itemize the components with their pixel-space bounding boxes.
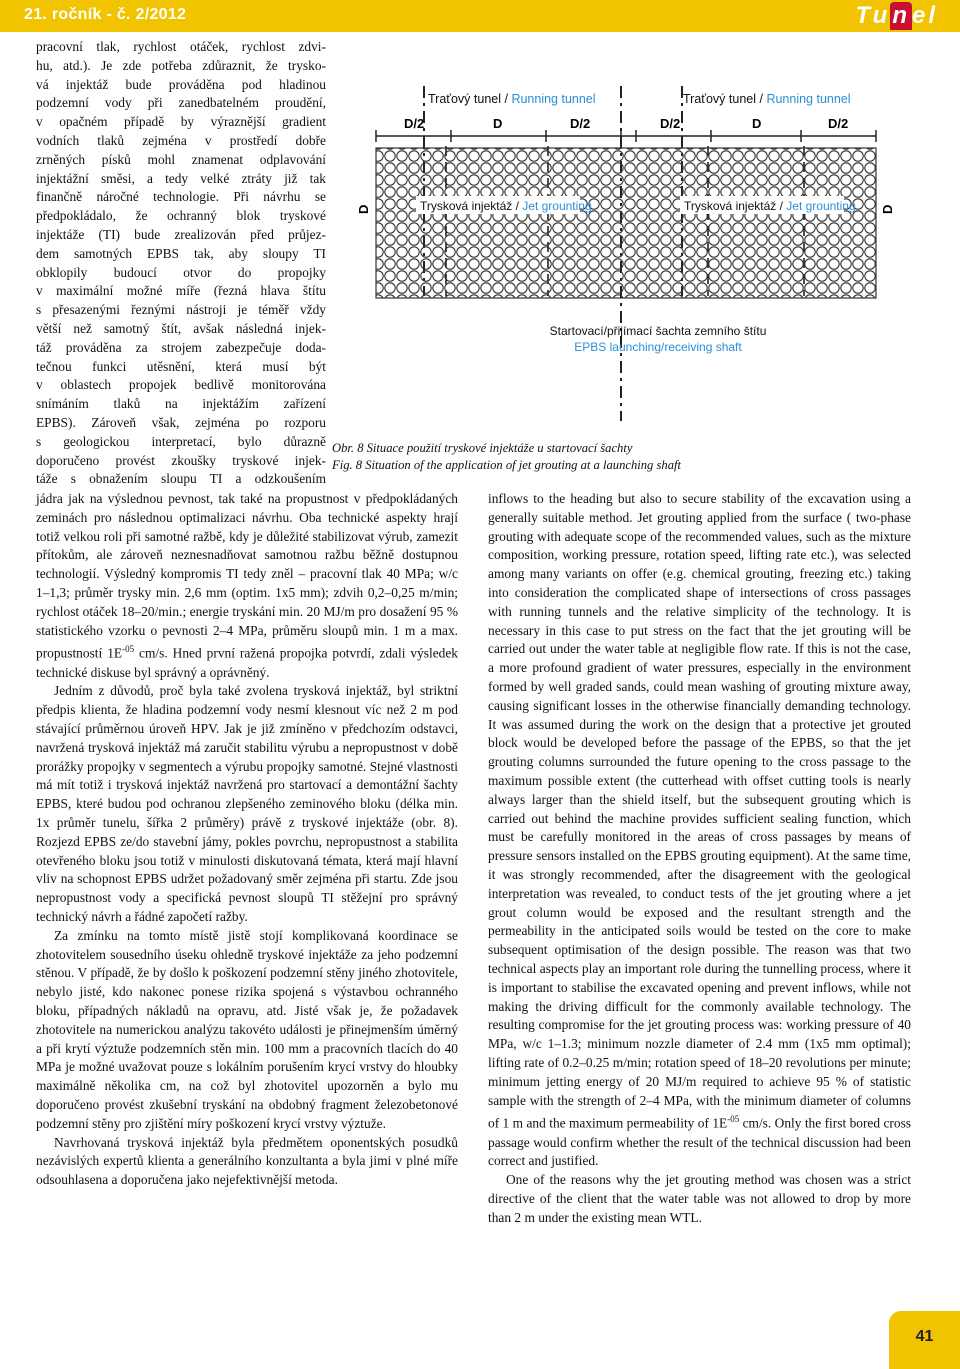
text-line: injektážní směsi, a tedy velké ztráty již tak — [36, 170, 326, 186]
text-line: vodních tlaků zejména v prostředí dobře — [36, 132, 326, 148]
text-line: předpokládalo, že ochranný blok tryskové — [36, 208, 326, 224]
tunnel-label-left: Traťový tunel / Running tunnel — [428, 92, 596, 106]
text-line: zrněných písků mohl znamenat odplavování — [36, 151, 326, 167]
text-line: doporučeno provést zkoušky tryskové injek- — [36, 452, 326, 468]
text-line: EPBS). Zároveň však, zejména po rozporu — [36, 414, 326, 430]
text-line: pracovní tlak, rychlost otáček, rychlost zdvi- — [36, 39, 326, 54]
logo-text-end: el — [911, 2, 938, 29]
paragraph — [488, 1171, 911, 1227]
dim-right-d: D — [752, 116, 762, 131]
paragraph-text-tail: cm/s. Only the first bored cross passage would confirm whether the result of the technical discussion had been correct and justified. — [488, 1115, 911, 1169]
right-column-text — [488, 490, 911, 1228]
page-number: 41 — [915, 1328, 934, 1345]
paragraph — [36, 1134, 458, 1190]
text-line: dem samotných EPBS tak, aby sloupy TI — [36, 245, 326, 261]
text-line: vá injektáž bude prováděna pod hladinou — [36, 76, 326, 92]
paragraph — [488, 490, 911, 1171]
text-line: finančně náročné technologie. Při návrhu se — [36, 189, 326, 205]
page-number-badge — [889, 1311, 960, 1369]
paragraph — [36, 682, 458, 926]
dim-left-d: D — [493, 116, 503, 131]
text-line: v maximální možné míře (řezná hlava štítu — [36, 283, 326, 299]
text-line: táže s obnažením sloupu TI a odzkoušením — [36, 471, 326, 487]
dim-right-d-half-1: D/2 — [660, 116, 681, 131]
dim-vertical-right: D — [880, 204, 895, 214]
text-line: snímáním tlaků na injektážím zařízení — [36, 396, 326, 412]
jet-grouting-block — [376, 148, 876, 298]
text-line: podzemní vody při zanedbatelném proudění, — [36, 95, 326, 111]
shaft-label-en: EPBS launching/receiving shaft — [574, 340, 742, 354]
paragraph-text: Za zmínku na tomto místě jistě stojí komplikovaná koordinace se zhotovitelem sousedního úseku ohledně tryskové injektáže za jeho podzemní stěnou. V případě, že by došlo k poškození podzemní stěny jiného zhotovitele, nebylo jisté, kdo nakonec ponese rizika spojená s výstavbou ochranného bloku, případných nákladů na opravu, atd. Jisté však je, že požadavek zhotovitele na numerickou analýzu takovéto události je přinejmenším úměrný a při krytí výztuže podzemních stěn min. 100 mm a pracovních tlacích do 40 MPa je možné uvažovat pouze s lokálním porušením krycí vrstvy do hloubky maximálně několika cm, na což byl zhotovitel upozorněn a bylo mu doporučeno provést zkušební tryskání na obdobný fragment železobetonové podzemní stěny pro zjištění míry poškození krycí vrstvy výztuže. — [36, 927, 458, 1131]
superscript: -05 — [122, 644, 135, 655]
text-line: v opačném případě by výraznější gradient — [36, 114, 326, 130]
tunnel-label-right: Traťový tunel / Running tunnel — [683, 92, 851, 106]
left-column-top-text — [36, 38, 326, 489]
paragraph — [36, 927, 458, 1134]
dim-right-d-half-2: D/2 — [828, 116, 849, 131]
header-bar — [0, 0, 960, 32]
text-line: táž prováděna za strojem zabezpečuje doda- — [36, 339, 326, 355]
paragraph-text: inflows to the heading but also to secure stability of the excavation using a generally suitable method. Jet grouting applied from the surface ( two-phase grouting with adequate scope of the recommended values, such as the mixture composition, working pressure, rotation speed, lifting rate etc.), was selected among many variants on offer (e.g. chemical grouting, freezing etc.) taking into consideration the complicated shape of intersections of cross passages with running tunnels and the relative simplicity of the technology. It is necessary in this case to put stress on the fact that the jet grouting will be carried out under the water table at negligible flow rate. If this is not the case, a more profound gradient of water pressures, especially in the environment formed by well graded sands, could mean washing of grouting mixture away, causing significant losses in the otherwise financially demanding technology. It was assumed during the work on the design that a protective jet grouted block would be developed before the passage of the EPBS, so that the jet grouting columns surrounded the future opening to the cross passage to the maximum possible extent (the cutterhead with offset cutting tools is nearly always larger than the shield itself, but the subsequent grouting which is carried out behind the machine provides sufficient sealing function, which must be carefully monitored in the areas of cross passages by means of pressure sensors installed on the EPBS grouting equipment). At the same time, it was strongly recommended, after the disagreement with the geological interpretation was revealed, to conduct tests of the jet grouting where a jet grout column would be exposed and the resultant strength and the permeability in the anticipated soils would be tested on the core to make subsequent optimisation of the design possible. The reason was that two technical aspects play an important role during the tunnelling process, where it is important to stabilise the excavated opening and prevent inflows, while not making the driving difficult for the commonly available technology. The resulting compromise for the jet grouting process was: working pressure of 40 MPa, w/c 1–1.3; minimum nozzle diameter of 2.4 mm (1x5 mm optimal); lifting rate of 0.2–0.25 m/min; rotation speed of 18–20 revolutions per minute; minimum jetting energy of 20 MJ/m required to achieve 95 % of statistic sample with the strength of 2–4 MPa, with the minimum diameter of columns of 1 m and the maximum permeability of 1E — [488, 491, 911, 1131]
shaft-label-cz: Startovací/přijímací šachta zemního štítu — [549, 324, 767, 338]
dim-left-d-half-1: D/2 — [404, 116, 425, 131]
dim-vertical-left: D — [356, 204, 371, 214]
tunel-logo — [855, 2, 938, 30]
dim-left-d-half-2: D/2 — [570, 116, 591, 131]
paragraph-text-tail: cm/s. Hned první ražená propojka potvrdí, zdali výsledek technické diskuse byl správný a oprávněný. — [36, 645, 459, 680]
caption-en: Fig. 8 Situation of the application of jet grouting at a launching shaft — [332, 458, 681, 472]
left-column-body-text — [36, 490, 458, 1190]
caption-cz: Obr. 8 Situace použití tryskové injektáže u startovací šachty — [332, 441, 633, 455]
paragraph — [36, 490, 458, 682]
issue-label: 21. ročník - č. 2/2012 — [24, 6, 187, 23]
text-line: obklopily budoucí otvor do propojky — [36, 264, 326, 280]
paragraph-text: Navrhovaná trysková injektáž byla předmětem oponentských posudků nezávislých expertů klienta a generálního konzultanta a byla jimi v plné míře odsouhlasena a doporučena jako nejefektivnější metoda. — [36, 1134, 458, 1188]
text-line: s přesazenými řeznými nástroji je téměř vždy — [36, 302, 326, 318]
superscript: -05 — [727, 1114, 740, 1125]
jet-label-left: Trysková injektáž / Jet grounting — [420, 199, 592, 213]
paragraph-text: Jedním z důvodů, proč byla také zvolena trysková injektáž, byl striktní předpis klienta, že hladina podzemní vody nesmí klesnout víc než 2 m pod stávající průměrnou úroveň HPV. Jak je již zmíněno v předchozím odstavci, navržená trysková injektáž má zaručit stabilitu výrubu a nepropustnost v době prorážky propojky v segmentech a výrubu propojky samotné. Stejné vlastnosti má mít totiž i trysková injektáž navržená pro startovací a demontážní šachty EPBS, které budou pod ochranou zlepšeného zeminového bloku (délka min. 1x průměr tunelu, šířka 2 průměry) právě z tryskové injektáže (obr. 8). Rozjezd EPBS ze/do stavební jámy, pokles povrchu, nepropustnost a stabilita otevřeného bloku jsou totiž v minulosti diskutovaná témata, která mají hlavní vliv na schopnost EPBS udržet požadovaný směr zejména při startu. Zde jsou nepropustnost vody a specifická pevnost sloupů TI stěžejní pro správný technický návrh a řádné započetí ražby. — [36, 683, 458, 924]
paragraph-text: One of the reasons why the jet grouting method was chosen was a strict directive of the client that the water table was not allowed to drop by more than 2 m under the existing mean WTL. — [488, 1172, 911, 1225]
text-line: hu, atd.). Je zde potřeba zdůraznit, že trysko- — [36, 57, 326, 73]
logo-text-start: Tu — [855, 2, 891, 29]
jet-label-right: Trysková injektáž / Jet grounting — [684, 199, 856, 213]
figure-shaft-diagram — [336, 66, 896, 421]
paragraph-text: jádra jak na výslednou pevnost, tak také na propustnost v předpokládaných zeminách pro následnou optimalizaci návrhu. Oba technické aspekty hrají totiž velkou roli při samotné ražbě, kdy je důležité stabilizovat výrub, zamezit přítokům, ale zároveň neznesnadňovat samotnou ražbu běžně dostupnou technologií. Výsledný kompromis TI tedy zněl – pracovní tlak 40 MPa; w/c 1–1,3; průměr trysky min. 2,6 mm (optim. 1x5 mm); zdvih 0,2–0,25 m/min; rychlost otáček 18–20/min.; energie tryskání min. 20 MJ/m pro dosažení 95 % statistického vzorku o pevnosti 2–4 MPa, průměru sloupů min. 1 m a max. propustností 1E — [36, 491, 458, 661]
text-line: s geologickou interpretací, bylo důrazně — [36, 433, 326, 449]
logo-letter-n: n — [892, 2, 910, 29]
text-line: v oblastech propojek bedlivě monitorována — [36, 377, 326, 393]
text-line: injektáže (TI) bude zrealizován před průjez- — [36, 226, 326, 242]
figure-caption — [332, 440, 681, 474]
text-line: tečnou funkci utěsnění, která musí být — [36, 358, 326, 374]
text-line: větší než samotný štít, avšak následná injek- — [36, 320, 326, 336]
